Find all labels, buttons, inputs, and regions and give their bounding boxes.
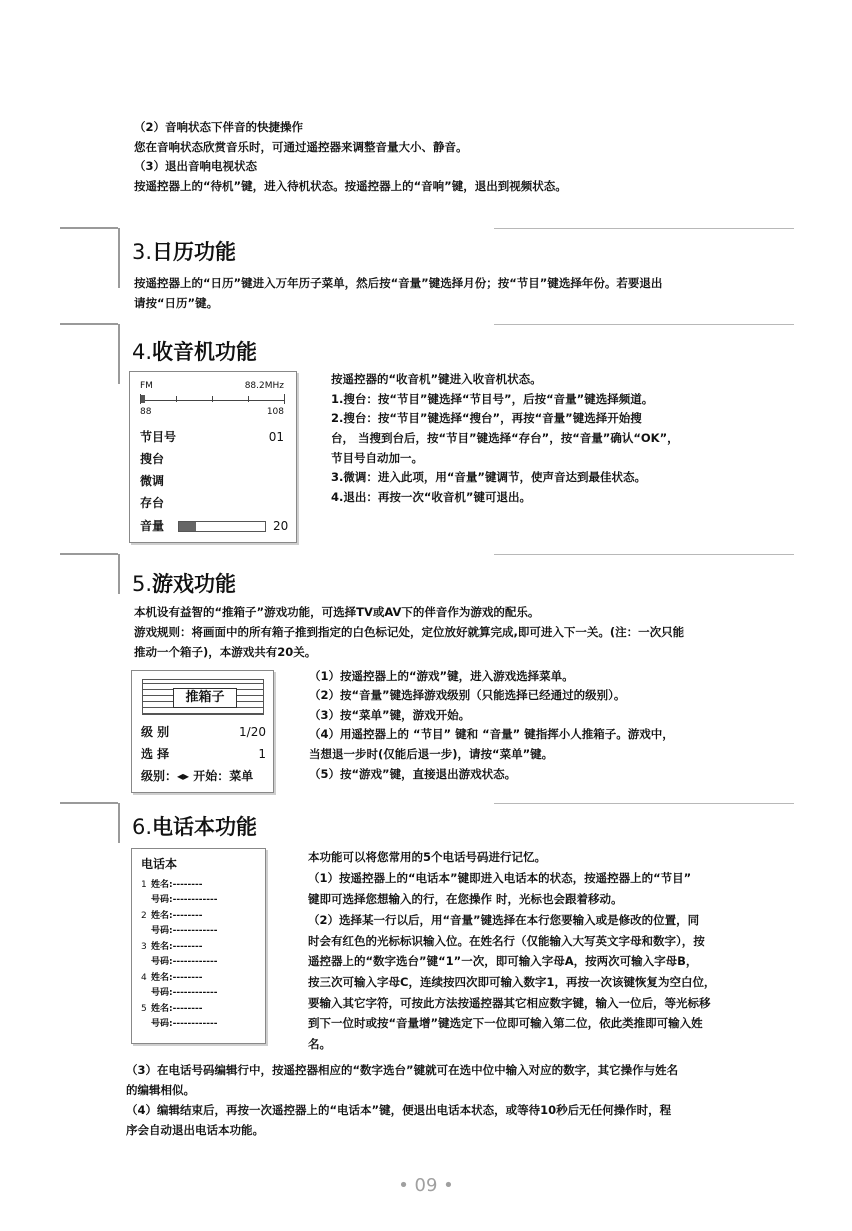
- entry-index: 4: [141, 973, 147, 983]
- radio-panel: [129, 371, 297, 543]
- page-number: • 09 •: [398, 1175, 454, 1196]
- radio-text: 节目号自动加一。: [331, 451, 423, 465]
- section-divider: [494, 803, 794, 804]
- game-level-value: 1/20: [239, 725, 266, 739]
- radio-text: 1.搜台：按“节目”键选择“节目号”，后按“音量”键选择频道。: [331, 392, 654, 406]
- section-divider: [494, 228, 794, 229]
- phonebook-entry: [141, 879, 261, 909]
- radio-frequency: 88.2MHz: [244, 381, 284, 391]
- section-3-text-2: 请按“日历”键。: [134, 296, 219, 310]
- phonebook-panel: [131, 848, 266, 1044]
- phonebook-text: 时会有红色的光标标识输入位。在姓名行（仅能输入大写英文字母和数字），按: [308, 934, 705, 948]
- game-title: 推箱子: [173, 688, 237, 708]
- game-footer: 级别：◂▸ 开始：菜单: [141, 769, 254, 783]
- entry-name: 姓名:--------: [151, 942, 203, 952]
- tuner-indicator: [141, 395, 145, 403]
- top-heading-3: （3）退出音响电视状态: [134, 159, 258, 173]
- section-marker: [60, 802, 118, 804]
- game-rules: 游戏规则：将画面中的所有箱子推到指定的白色标记处，定位放好就算完成,即可进入下一关。(注：一次只能: [134, 625, 685, 639]
- entry-phone: 号码:------------: [151, 957, 218, 967]
- phonebook-text: （2）选择某一行以后，用“音量”键选择在本行您要输入或是修改的位置，同: [308, 913, 700, 927]
- section-bar: [118, 324, 120, 384]
- top-text-2: 您在音响状态欣赏音乐时，可通过遥控器来调整音量大小、静音。: [134, 140, 468, 154]
- phonebook-foot: （3）在电话号码编辑行中，按遥控器相应的“数字选台”键就可在选中位中输入对应的数字，其它操作与姓名: [126, 1063, 679, 1077]
- game-text: （5）按“游戏”键，直接退出游戏状态。: [309, 767, 517, 781]
- game-text: （4）用遥控器上的 “节目” 键和 “音量” 键指挥小人推箱子。游戏中，: [309, 727, 674, 741]
- radio-row-store: 存台: [140, 496, 165, 510]
- game-text: （3）按“菜单”键，游戏开始。: [309, 708, 471, 722]
- radio-row-finetune: 微调: [140, 474, 165, 488]
- section-4-title: 4.收音机功能: [132, 340, 258, 364]
- phonebook-text: 键即可选择您想输入的行，在您操作 时，光标也会跟着移动。: [308, 892, 623, 906]
- top-text-3: 按遥控器上的“待机”键，进入待机状态。按遥控器上的“音响”键，退出到视频状态。: [134, 179, 567, 193]
- radio-row-program: 节目号: [140, 430, 177, 444]
- entry-index: 2: [141, 911, 147, 921]
- section-marker: [60, 323, 118, 325]
- entry-phone: 号码:------------: [151, 895, 218, 905]
- game-rules-2: 推动一个箱子)，本游戏共有20关。: [134, 645, 317, 659]
- section-divider: [494, 554, 794, 555]
- game-panel: [131, 670, 274, 793]
- section-marker: [60, 227, 118, 229]
- phonebook-entry: [141, 972, 261, 1002]
- section-bar: [118, 228, 120, 288]
- section-3-text: 按遥控器上的“日历”键进入万年历子菜单，然后按“音量”键选择月份；按“节目”键选择年份。若要退出: [134, 276, 663, 290]
- game-text: （1）按遥控器上的“游戏”键，进入游戏选择菜单。: [309, 669, 574, 683]
- phonebook-entry: [141, 1003, 261, 1033]
- phonebook-title: 电话本: [141, 857, 178, 871]
- brick-banner: [142, 679, 264, 715]
- phonebook-text: 到下一位时或按“音量增”键选定下一位即可输入第二位，依此类推即可输入姓: [308, 1016, 703, 1030]
- entry-phone: 号码:------------: [151, 1019, 218, 1029]
- radio-volume-label: 音量: [140, 519, 165, 533]
- section-marker: [60, 553, 118, 555]
- section-divider: [494, 324, 794, 325]
- entry-name: 姓名:--------: [151, 911, 203, 921]
- top-heading-2: （2）音响状态下伴音的快捷操作: [134, 120, 303, 134]
- phonebook-text: 遥控器上的“数字选台”键“1”一次，即可输入字母A，按两次可输入字母B，: [308, 954, 698, 968]
- game-level-label: 级 别: [141, 725, 170, 739]
- radio-min: 88: [140, 407, 152, 417]
- tuner-scale: [140, 394, 285, 404]
- phonebook-text: 要输入其它字符，可按此方法按遥控器其它相应数字键，输入一位后，等光标移: [308, 996, 711, 1010]
- radio-max: 108: [266, 407, 284, 417]
- section-5-title: 5.游戏功能: [132, 572, 237, 596]
- phonebook-text: 本功能可以将您常用的5个电话号码进行记忆。: [308, 850, 546, 864]
- radio-row-search: 搜台: [140, 452, 165, 466]
- game-select-value: 1: [258, 747, 266, 761]
- phonebook-entry: [141, 941, 261, 971]
- volume-bar-fill: [179, 522, 196, 531]
- phonebook-text: 按三次可输入字母C，连续按四次即可输入数字1，再按一次该键恢复为空白位，: [308, 975, 716, 989]
- section-3-title: 3.日历功能: [132, 240, 237, 264]
- radio-program-value: 01: [268, 430, 284, 444]
- radio-text: 2.搜台：按“节目”键选择“搜台”，再按“音量”键选择开始搜: [331, 411, 642, 425]
- radio-text: 台， 当搜到台后，按“节目”键选择“存台”，按“音量”确认“OK”，: [331, 431, 679, 445]
- radio-text: 4.退出：再按一次“收音机”键可退出。: [331, 490, 531, 504]
- phonebook-foot: 序会自动退出电话本功能。: [126, 1123, 264, 1137]
- section-bar: [118, 803, 120, 843]
- section-bar: [118, 554, 120, 594]
- entry-name: 姓名:--------: [151, 1004, 203, 1014]
- phonebook-text: 名。: [308, 1037, 331, 1051]
- game-select-label: 选 择: [141, 747, 170, 761]
- entry-phone: 号码:------------: [151, 988, 218, 998]
- game-text: （2）按“音量”键选择游戏级别（只能选择已经通过的级别）。: [309, 688, 626, 702]
- section-6-title: 6.电话本功能: [132, 815, 258, 839]
- phonebook-foot: （4）编辑结束后，再按一次遥控器上的“电话本”键，便退出电话本状态，或等待10秒后无任何操作时，程: [126, 1103, 672, 1117]
- game-text: 当想退一步时(仅能后退一步)，请按“菜单”键。: [309, 747, 554, 761]
- phonebook-text: （1）按遥控器上的“电话本”键即进入电话本的状态，按遥控器上的“节目”: [308, 871, 692, 885]
- radio-text: 3.微调：进入此项，用“音量”键调节，使声音达到最佳状态。: [331, 470, 646, 484]
- volume-bar: [178, 521, 266, 532]
- phonebook-foot: 的编辑相似。: [126, 1083, 195, 1097]
- radio-volume-value: 20: [273, 519, 289, 533]
- entry-name: 姓名:--------: [151, 880, 203, 890]
- phonebook-entry: [141, 910, 261, 940]
- radio-text: 按遥控器的“收音机”键进入收音机状态。: [331, 372, 542, 386]
- entry-name: 姓名:--------: [151, 973, 203, 983]
- entry-index: 1: [141, 880, 147, 890]
- game-intro: 本机设有益智的“推箱子”游戏功能，可选择TV或AV下的伴音作为游戏的配乐。: [134, 605, 540, 619]
- entry-index: 3: [141, 942, 147, 952]
- entry-phone: 号码:------------: [151, 926, 218, 936]
- radio-band: FM: [140, 381, 153, 391]
- entry-index: 5: [141, 1004, 147, 1014]
